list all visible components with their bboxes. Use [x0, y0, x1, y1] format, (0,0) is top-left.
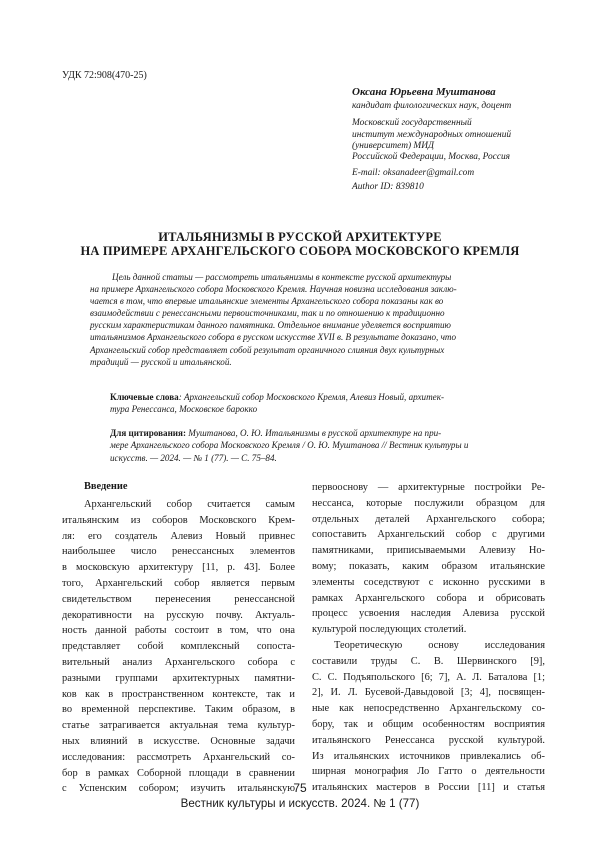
title-line: НА ПРИМЕРЕ АРХАНГЕЛЬСКОГО СОБОРА МОСКОВСКОГО КРЕМЛЯ [80, 244, 520, 258]
body-line: Архангельский собор считается самым [84, 499, 295, 510]
citation [110, 427, 530, 464]
author-id: Author ID: 839810 [352, 182, 424, 193]
body-line: разными группами архитектурных памятни- [62, 672, 295, 684]
body-line: С. С. Подъяпольского [6; 7], А. Л. Баталова [1; [312, 671, 545, 683]
body-line: с Успенским собором; изучить итальянскую [62, 783, 295, 795]
citation-text: искусств. — 2024. — № 1 (77). — С. 75–84. [110, 452, 277, 463]
body-line: во временной перспективе. Таким образом, в [62, 704, 295, 716]
body-line: процесс усвоения наследия Алевиза русской [312, 608, 545, 620]
body-line: памятниками, приписываемыми Алевизу Но- [312, 545, 545, 557]
body-line: представляет собой комплексный сопоста- [62, 641, 295, 653]
body-line: рамках Архангельского собора и обрисовать [312, 592, 545, 604]
keywords-text: тура Ренессанса, Московское барокко [110, 404, 258, 415]
abstract-line: Цель данной статьи — рассмотреть итальянизмы в контексте русской архитектуры [112, 272, 452, 282]
body-line: бор в рамках Соборной площади в сравнении [62, 767, 295, 779]
body-column-right [312, 480, 545, 796]
body-line: итальянских мастеров в России [11] и статья [312, 782, 545, 794]
abstract-line: чается в том, что впервые итальянские элементы Архангельского собора показаны как во [90, 296, 444, 307]
section-heading-intro: Введение [84, 481, 128, 492]
body-line: элементы соседствуют с исконно русскими в [312, 576, 545, 588]
abstract-line: Архангельский собор представляет собой результат органичного слияния двух культурных [90, 344, 445, 355]
author-email: E-mail: oksanadeer@gmail.com [352, 168, 475, 179]
body-line: декоративности на русскую почву. Актуаль- [62, 609, 295, 621]
keywords [110, 391, 530, 416]
body-line: Теоретическую основу исследования [334, 639, 545, 651]
body-line: культурой последующих столетий. [312, 624, 467, 636]
abstract [90, 271, 520, 368]
author-name: Оксана Юрьевна Муштанова [352, 86, 496, 98]
body-line: вому; показать, каким образом итальянские [312, 560, 545, 572]
body-line: ков как в пространственном контексте, так и [62, 688, 295, 700]
abstract-line: взаимодействии с ренессансными первоисточниками, так и по отношению к традиционно [90, 308, 445, 319]
author-affiliation [352, 118, 562, 163]
body-line: отдельных деталей Архангельского собора; [312, 513, 545, 525]
body-line: наибольшее число ренессансных элементов [62, 546, 295, 558]
body-line: ных влияний в искусстве. Основные задачи [62, 735, 295, 747]
body-line: вительный анализ Архангельского собора с [62, 656, 295, 668]
body-line: бору, так и общим особенностям восприятия [312, 718, 545, 730]
body-line: составили труды С. В. Шервинского [9], [312, 655, 545, 667]
affiliation-line: институт международных отношений [352, 129, 512, 140]
article-title [60, 230, 540, 258]
affiliation-line: Российской Федерации, Москва, Россия [352, 152, 511, 163]
author-degree: кандидат филологических наук, доцент [352, 101, 512, 112]
body-line: исследования: рассмотреть Архангельский со- [62, 751, 295, 763]
body-line: Из итальянских источников привлекались об- [312, 750, 545, 762]
affiliation-line: (университет) МИД [352, 140, 434, 151]
citation-label: Для цитирования: [110, 428, 187, 438]
body-line: в московскую архитектуру [11, р. 43]. Более [62, 562, 295, 574]
body-line: нессанса, которые послужили образцом для [312, 497, 545, 509]
page-number: 75 [293, 781, 307, 795]
body-line: того, Архангельский собор является первым [62, 577, 295, 589]
body-line: итальянским из соборов Московского Крем- [62, 514, 295, 526]
author-block [352, 87, 562, 194]
body-line: статье затрагивается актуальная тема культур- [62, 720, 295, 732]
body-column-left [62, 480, 295, 797]
abstract-line: традиций — русской и итальянской. [90, 356, 232, 367]
udk-code: УДК 72:908(470-25) [62, 70, 147, 81]
citation-text: мере Архангельского собора Московского Кремля / О. Ю. Муштанова // Вестник культуры и [110, 440, 469, 451]
abstract-line: на примере Архангельского собора Московского Кремля. Научная новизна исследования заклю- [90, 284, 457, 295]
citation-text: Муштанова, О. Ю. Итальянизмы в русской архитектуре на при- [186, 428, 442, 438]
title-line: ИТАЛЬЯНИЗМЫ В РУССКОЙ АРХИТЕКТУРЕ [158, 230, 442, 244]
keywords-text: : Архангельский собор Московского Кремля, Алевиз Новый, архитек- [178, 392, 444, 402]
body-line: 2], И. Л. Бусевой-Давыдовой [3; 4], посвящен- [312, 687, 545, 699]
body-line: ные как непосредственно Архангельскому со- [312, 703, 545, 715]
journal-footer: Вестник культуры и искусств. 2024. № 1 (77) [180, 797, 420, 810]
body-line: свидетельством перенесения ренессансной [62, 593, 295, 605]
body-line: ность данной работы состоит в том, что она [62, 625, 295, 637]
abstract-line: итальянизмов Архангельского собора в русском искусстве XVII в. В результате доказано, что [90, 332, 457, 343]
body-line: ширная монография Ло Гатто о деятельности [312, 766, 545, 778]
keywords-label: Ключевые слова [110, 392, 179, 402]
body-line: сопоставить Архангельский собор с другими [312, 529, 545, 541]
abstract-line: русским характеристикам данного памятника. Отдельное внимание уделяется восприятию [90, 320, 451, 331]
affiliation-line: Московский государственный [352, 118, 472, 129]
body-line: итальянского Ренессанса русской культурой. [312, 734, 545, 746]
body-line: первооснову — архитектурные постройки Ре- [312, 482, 545, 493]
body-line: ля: его создатель Алевиз Новый привнес [62, 530, 295, 542]
